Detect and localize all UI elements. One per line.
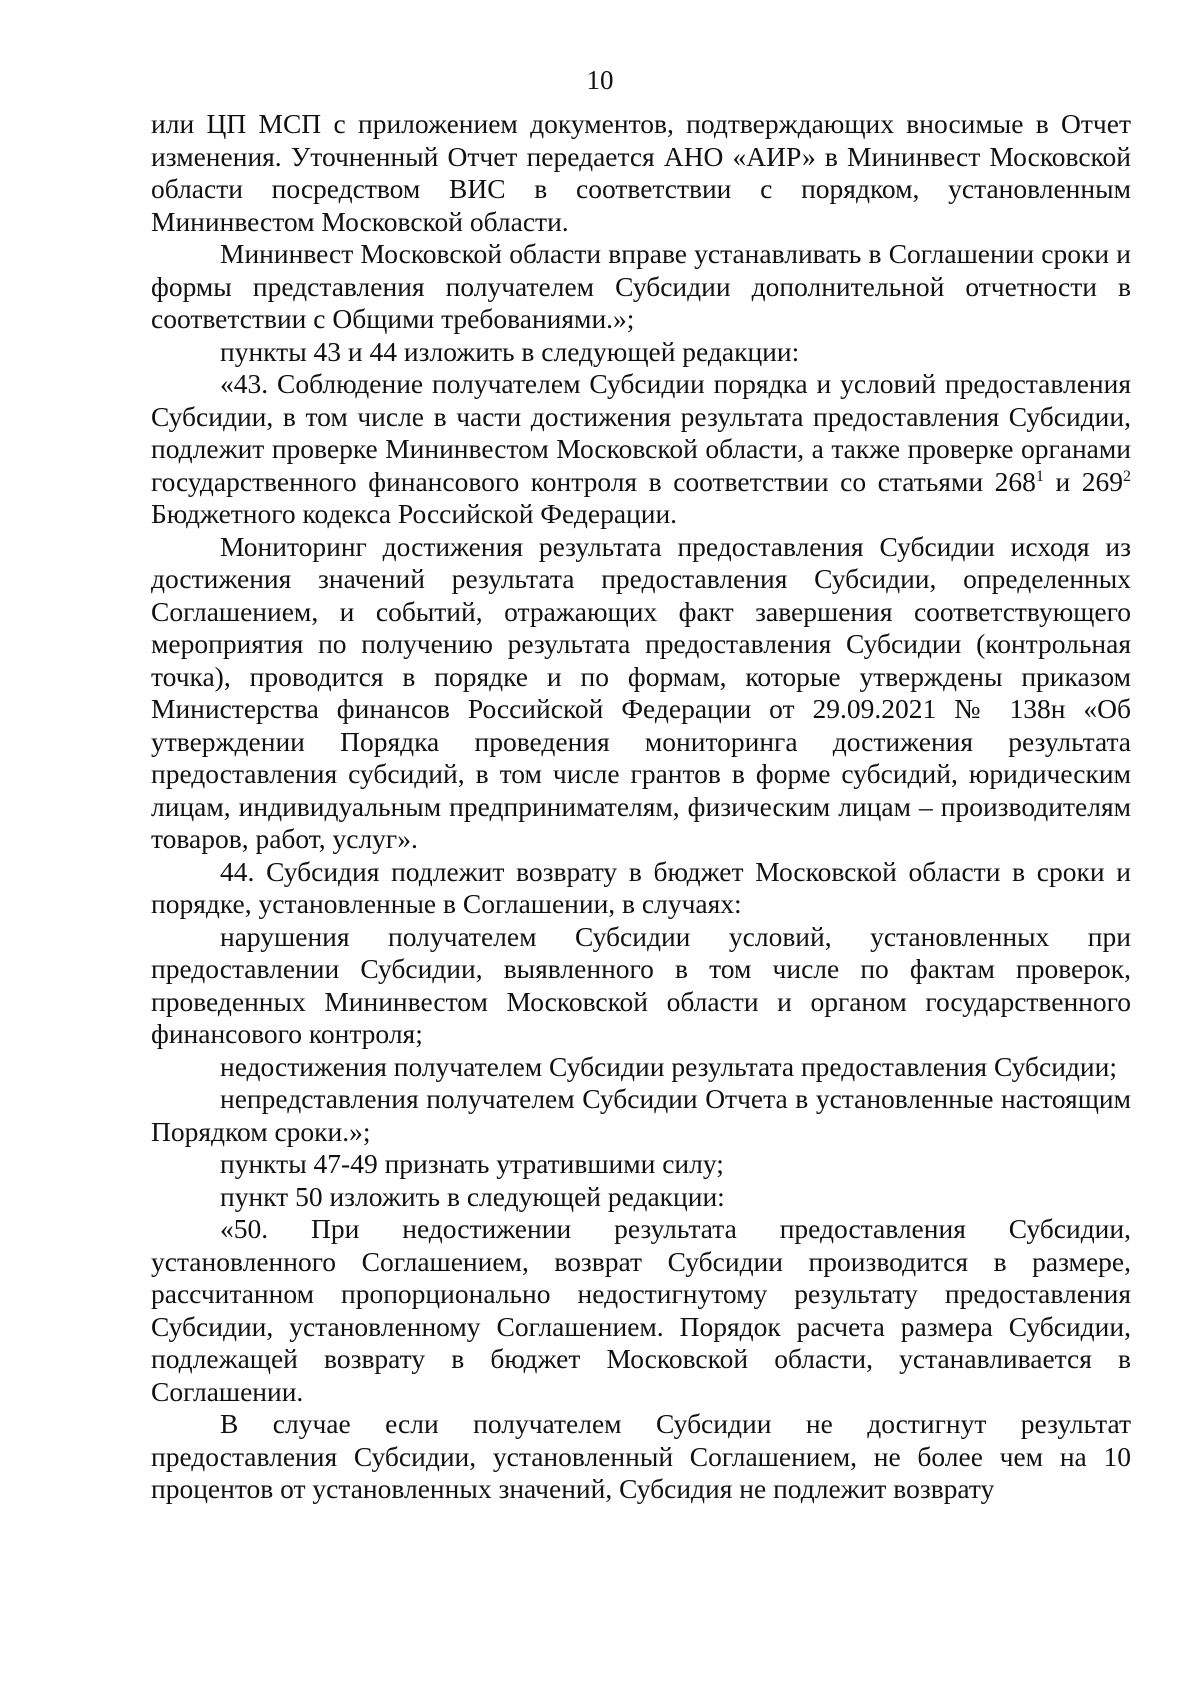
- paragraph-monitoring: Мониторинг достижения результата предоставления Субсидии исходя из достижения значений результата предоставления Субсидии, определенных Соглашением, и событий, отражающих факт завершения соответствующего мероприятия по получению результата предоставления Субсидии (контрольная точка), проводится в порядке и по формам, которые утверждены приказом Министерства финансов Российской Федерации от 29.09.2021 № 138н «Об утверждении Порядка проведения мониторинга достижения результата предоставления субсидий, в том числе грантов в форме субсидий, юридическим лицам, индивидуальным предпринимателям, физическим лицам – производителям товаров, работ, услуг».: [151, 530, 1131, 854]
- paragraph-point-44: 44. Субсидия подлежит возврату в бюджет Московской области в сроки и порядке, установленные в Соглашении, в случаях:: [151, 855, 1131, 919]
- paragraph-amend-points-43-44: пункты 43 и 44 изложить в следующей редакции:: [220, 335, 800, 367]
- paragraph-non-submission-case: непредставления получателем Субсидии Отчета в установленные настоящим Порядком сроки.»;: [151, 1083, 1131, 1147]
- point-43-text-start: «43. Соблюдение получателем Субсидии порядка и условий предоставления Субсидии, в том числе в части достижения результата предоставления Субсидии, подлежит проверке Мининвестом Московской области, а также проверке органами государственного финансового контроля в соответствии со статьями 268: [151, 368, 1131, 497]
- paragraph-additional-reporting: Мининвест Московской области вправе устанавливать в Соглашении сроки и формы представления получателем Субсидии дополнительной отчетности в соответствии с Общими требованиями.»;: [151, 238, 1131, 334]
- paragraph-violation-case: нарушения получателем Субсидии условий, установленных при предоставлении Субсидии, выявленного в том числе по фактам проверок, проведенных Мининвестом Московской области и органом государственного финансового контроля;: [151, 920, 1131, 1049]
- paragraph-report-changes: или ЦП МСП с приложением документов, подтверждающих вносимые в Отчет изменения. Уточненный Отчет передается АНО «АИР» в Мининвест Московской области посредством ВИС в соответствии с порядком, установленным Мининвестом Московской области.: [151, 108, 1131, 237]
- paragraph-points-47-49-invalid: пункты 47-49 признать утратившими силу;: [220, 1148, 724, 1179]
- superscript-article-269: 2: [1123, 467, 1131, 485]
- paragraph-point-43: [151, 368, 1131, 531]
- paragraph-ten-percent-case: В случае если получателем Субсидии не достигнут результат предоставления Субсидии, установленный Соглашением, не более чем на 10 процентов от установленных значений, Субсидия не подлежит возврату: [151, 1408, 1131, 1504]
- document-body: [151, 108, 1131, 1506]
- paragraph-point-50: «50. При недостижении результата предоставления Субсидии, установленного Соглашением, возврат Субсидии производится в размере, рассчитанном пропорционально недостигнутому результату предоставления Субсидии, установленному Соглашением. Порядок расчета размера Субсидии, подлежащей возврату в бюджет Московской области, устанавливается в Соглашении.: [151, 1213, 1131, 1407]
- paragraph-amend-point-50: пункт 50 изложить в следующей редакции:: [220, 1180, 725, 1212]
- point-43-text-end: Бюджетного кодекса Российской Федерации.: [151, 498, 678, 529]
- page-number: 10: [586, 65, 614, 95]
- superscript-article-268: 1: [1035, 467, 1044, 485]
- point-43-text-middle: и 269: [1043, 465, 1123, 497]
- paragraph-non-achievement-case: недостижения получателем Субсидии результата предоставления Субсидии;: [220, 1050, 1117, 1082]
